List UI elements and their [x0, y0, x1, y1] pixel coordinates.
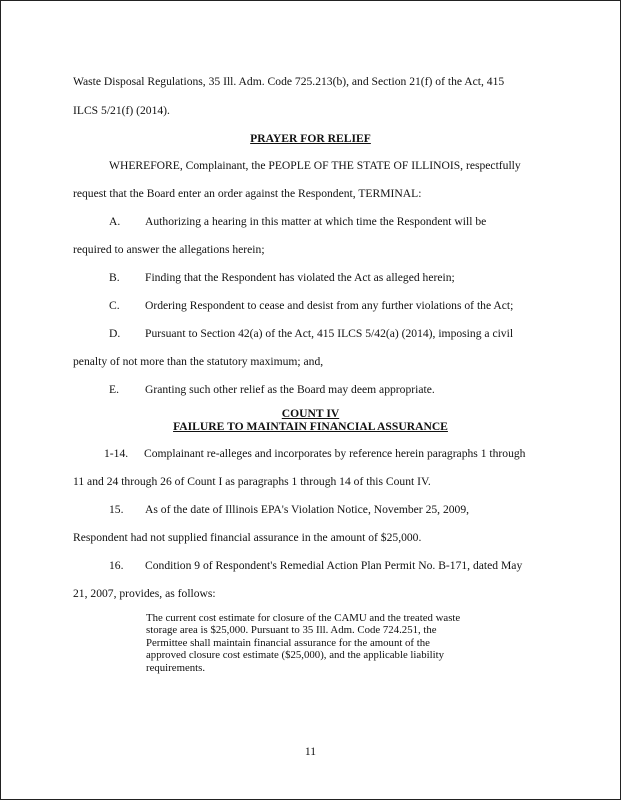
item-a-line-2: required to answer the allegations herein; [73, 243, 265, 256]
count-subtitle: FAILURE TO MAINTAIN FINANCIAL ASSURANCE [173, 420, 448, 433]
item-d-line-1: Pursuant to Section 42(a) of the Act, 415 ILCS 5/42(a) (2014), imposing a civil [145, 327, 514, 340]
para-15-line-2: Respondent had not supplied financial assurance in the amount of $25,000. [73, 531, 422, 544]
item-d-line-2: penalty of not more than the statutory maximum; and, [73, 355, 324, 368]
para-15-number: 15. [109, 503, 124, 516]
quote-line-3: Permittee shall maintain financial assurance for the amount of the [146, 636, 430, 649]
intro-line-2: ILCS 5/21(f) (2014). [73, 104, 170, 117]
item-c-line-1: Ordering Respondent to cease and desist from any further violations of the Act; [145, 299, 514, 312]
item-a-line-1: Authorizing a hearing in this matter at which time the Respondent will be [145, 215, 487, 228]
para-1-14-number: 1-14. [104, 447, 129, 460]
item-e-line-1: Granting such other relief as the Board may deem appropriate. [145, 383, 435, 396]
para-16-line-2: 21, 2007, provides, as follows: [73, 587, 216, 600]
item-a-letter: A. [109, 215, 121, 228]
item-c-letter: C. [109, 299, 120, 312]
para-16-line-1: Condition 9 of Respondent's Remedial Action Plan Permit No. B-171, dated May [145, 559, 523, 572]
quote-line-4: approved closure cost estimate ($25,000), and the applicable liability [146, 649, 445, 662]
quote-line-1: The current cost estimate for closure of the CAMU and the treated waste [146, 612, 461, 624]
para-16-number: 16. [109, 559, 124, 572]
para-15-line-1: As of the date of Illinois EPA's Violation Notice, November 25, 2009, [145, 503, 470, 516]
item-b-letter: B. [109, 271, 120, 284]
item-b-line-1: Finding that the Respondent has violated the Act as alleged herein; [145, 271, 455, 284]
prayer-line-1: WHEREFORE, Complainant, the PEOPLE OF THE STATE OF ILLINOIS, respectfully [109, 159, 521, 172]
intro-line-1: Waste Disposal Regulations, 35 Ill. Adm. Code 725.213(b), and Section 21(f) of the Act, 415 [73, 75, 505, 88]
para-1-14-line-1: Complainant re-alleges and incorporates by reference herein paragraphs 1 through [144, 447, 526, 460]
prayer-heading: PRAYER FOR RELIEF [250, 132, 371, 145]
count-title: COUNT IV [281, 407, 340, 420]
item-d-letter: D. [109, 327, 121, 340]
item-e-letter: E. [109, 383, 119, 396]
quote-line-5: requirements. [146, 661, 206, 674]
quote-line-2: storage area is $25,000. Pursuant to 35 Ill. Adm. Code 724.251, the [146, 624, 437, 637]
prayer-line-2: request that the Board enter an order against the Respondent, TERMINAL: [73, 187, 422, 200]
block-quote [146, 612, 516, 674]
para-1-14-line-2: 11 and 24 through 26 of Count I as paragraphs 1 through 14 of this Count IV. [73, 475, 431, 488]
page-number: 11 [304, 745, 317, 758]
